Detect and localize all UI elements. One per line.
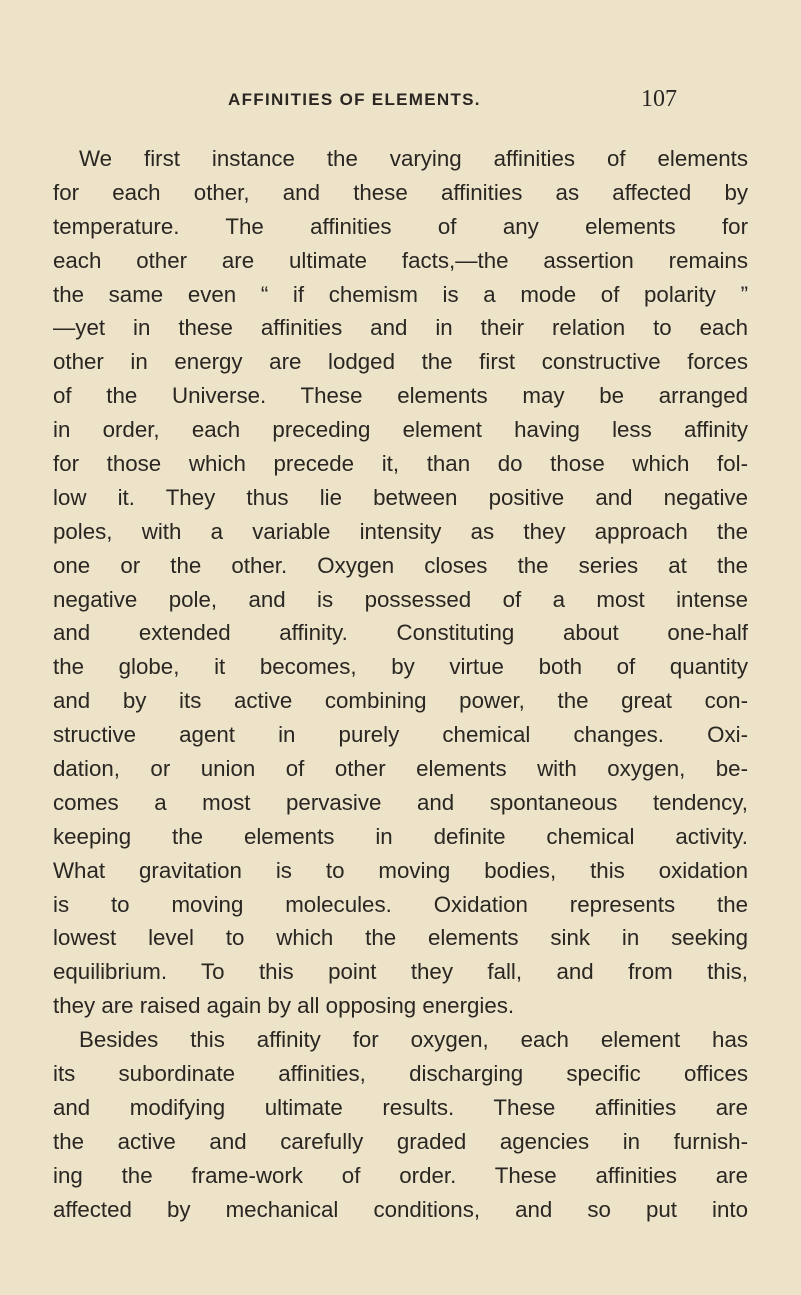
text-line: and modifying ultimate results. These affinities are xyxy=(53,1094,748,1120)
body-text xyxy=(53,142,748,1227)
text-line: equilibrium. To this point they fall, and from this, xyxy=(53,959,748,985)
text-line: the globe, it becomes, by virtue both of quantity xyxy=(53,654,748,680)
text-line: dation, or union of other elements with oxygen, be- xyxy=(53,756,748,782)
text-line: one or the other. Oxygen closes the series at the xyxy=(53,552,748,578)
running-title: AFFINITIES OF ELEMENTS. xyxy=(228,90,481,109)
text-line: for those which precede it, than do those which fol- xyxy=(53,451,748,477)
text-line: other in energy are lodged the first constructive forces xyxy=(53,349,748,375)
text-line: poles, with a variable intensity as they approach the xyxy=(53,518,748,544)
text-line: each other are ultimate facts,—the assertion remains xyxy=(53,247,748,273)
text-line: temperature. The affinities of any elements for xyxy=(53,213,748,239)
text-line: affected by mechanical conditions, and so put into xyxy=(53,1196,748,1222)
text-line: We first instance the varying affinities of elements xyxy=(79,146,748,171)
text-line: and extended affinity. Constituting about one-half xyxy=(53,620,748,646)
page-number: 107 xyxy=(641,86,677,112)
text-line: keeping the elements in definite chemical activity. xyxy=(53,823,748,849)
text-line: negative pole, and is possessed of a most intense xyxy=(53,586,748,612)
text-line: they are raised again by all opposing energies. xyxy=(53,993,515,1019)
text-line: structive agent in purely chemical changes. Oxi- xyxy=(53,722,748,748)
text-line: for each other, and these affinities as affected by xyxy=(53,179,748,205)
text-line: comes a most pervasive and spontaneous tendency, xyxy=(53,789,748,815)
text-line: the same even “ if chemism is a mode of polarity ” xyxy=(53,281,748,307)
text-line: lowest level to which the elements sink in seeking xyxy=(53,925,748,951)
text-line: of the Universe. These elements may be arranged xyxy=(53,383,748,409)
text-line: low it. They thus lie between positive and negative xyxy=(53,484,748,510)
text-line: What gravitation is to moving bodies, this oxidation xyxy=(53,857,748,883)
text-line: —yet in these affinities and in their relation to each xyxy=(53,315,748,341)
text-line: the active and carefully graded agencies in furnish- xyxy=(53,1128,748,1154)
text-line: ing the frame-work of order. These affinities are xyxy=(53,1162,748,1188)
text-line: is to moving molecules. Oxidation represents the xyxy=(53,891,748,917)
running-head xyxy=(0,86,801,116)
text-line: its subordinate affinities, discharging specific offices xyxy=(53,1061,748,1087)
text-line: Besides this affinity for oxygen, each element has xyxy=(79,1027,748,1053)
text-line: and by its active combining power, the great con- xyxy=(53,688,748,714)
text-line: in order, each preceding element having less affinity xyxy=(53,417,748,443)
